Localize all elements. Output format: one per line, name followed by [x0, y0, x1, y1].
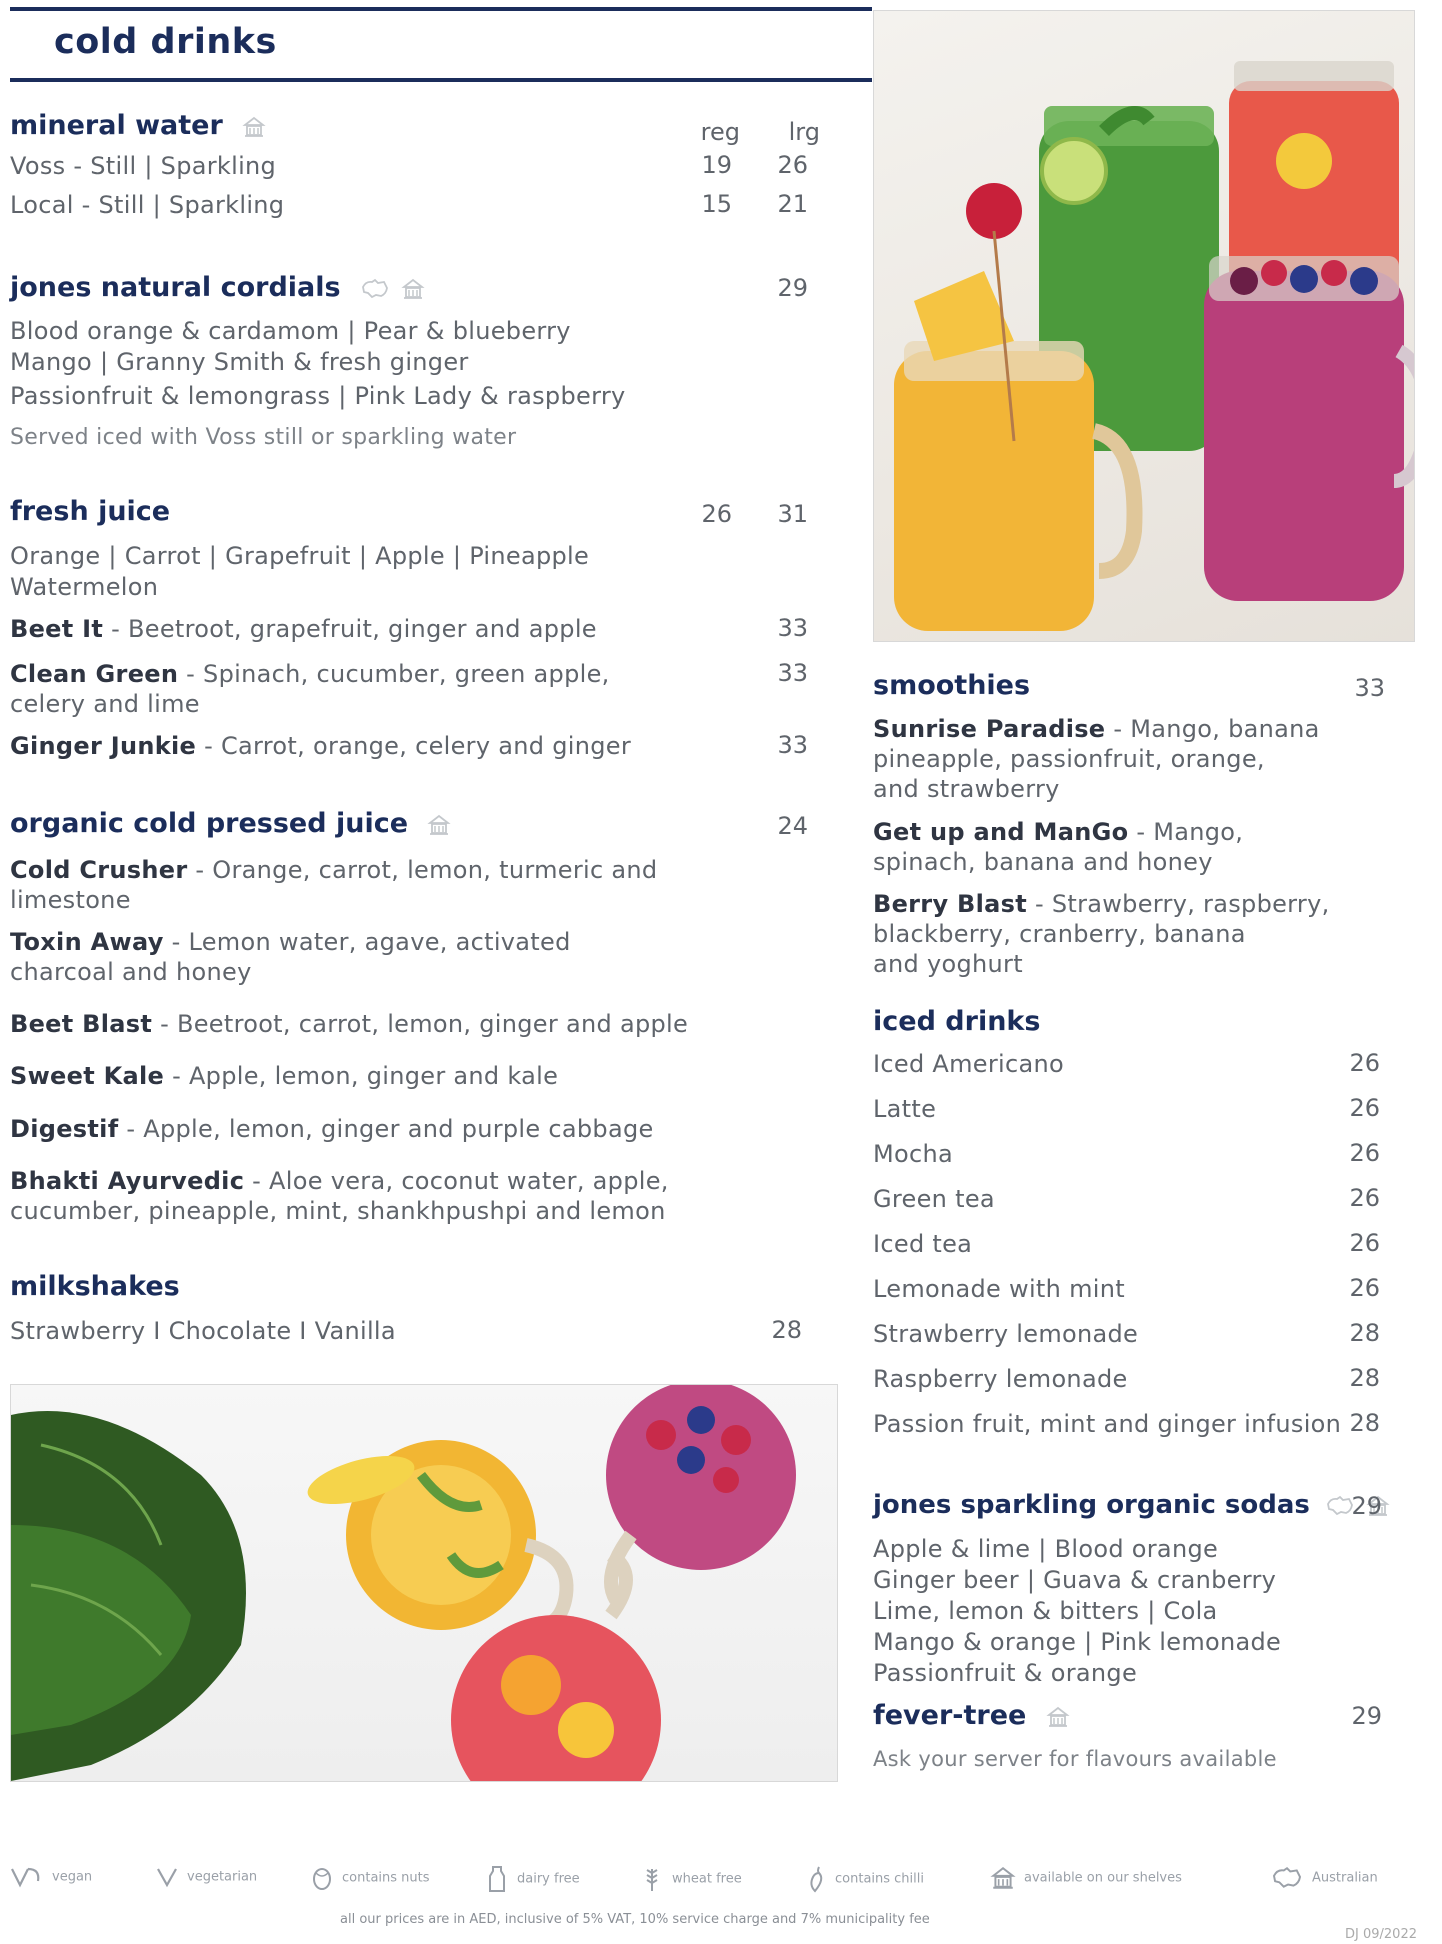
menu-line: Apple & lime | Blood orange	[873, 1535, 1219, 1563]
menu-item-name: Local - Still | Sparkling	[10, 191, 285, 219]
price: 24	[777, 812, 808, 840]
price: 26	[1349, 1274, 1380, 1302]
menu-line: Orange | Carrot | Grapefruit | Apple | Pineapple	[10, 542, 590, 570]
outlets-icon	[1046, 1705, 1070, 1729]
menu-item: Beet It - Beetroot, grapefruit, ginger and apple	[10, 615, 597, 643]
price: 26	[1349, 1094, 1380, 1122]
header-rule-top	[10, 7, 872, 11]
menu-line: Blood orange & cardamom | Pear & blueberry	[10, 317, 571, 345]
menu-item-desc: blackberry, cranberry, banana	[873, 920, 1246, 948]
outlets-icon	[427, 813, 451, 837]
price: 29	[1351, 1492, 1382, 1520]
photo-lemonade-jars	[10, 1384, 838, 1782]
menu-item-name: Iced Americano	[873, 1050, 1064, 1078]
header-rule-bottom	[10, 78, 872, 82]
section-heading-sodas: jones sparkling organic sodas	[873, 1490, 1390, 1520]
menu-note: Served iced with Voss still or sparkling water	[10, 425, 517, 450]
menu-item-desc: pineapple, passionfruit, orange,	[873, 745, 1265, 773]
menu-item: Beet Blast - Beetroot, carrot, lemon, ginger and apple	[10, 1010, 689, 1038]
section-heading-iced-drinks: iced drinks	[873, 1006, 1041, 1037]
price: 33	[777, 731, 808, 759]
price: 29	[777, 274, 808, 302]
legend-nuts: contains nuts	[310, 1865, 430, 1891]
price: 26	[1349, 1184, 1380, 1212]
menu-item-desc: limestone	[10, 886, 131, 914]
milk-bottle-icon	[485, 1865, 509, 1893]
photo-smoothie-jars	[873, 10, 1415, 642]
nut-icon	[310, 1865, 334, 1891]
menu-item-name: Voss - Still | Sparkling	[10, 152, 277, 180]
legend-dairy-free: dairy free	[485, 1865, 580, 1893]
section-heading-fresh-juice: fresh juice	[10, 496, 171, 527]
australia-map-icon	[1270, 1865, 1304, 1891]
menu-item-desc: and yoghurt	[873, 950, 1023, 978]
menu-item-name: Mocha	[873, 1140, 954, 1168]
menu-item-name: Strawberry lemonade	[873, 1320, 1139, 1348]
menu-item-desc: and strawberry	[873, 775, 1060, 803]
column-header-lrg: lrg	[788, 118, 820, 146]
menu-line: Strawberry I Chocolate I Vanilla	[10, 1317, 396, 1345]
legend-chilli: contains chilli	[805, 1865, 924, 1893]
legend-australian: Australian	[1270, 1865, 1378, 1891]
menu-item-name: Green tea	[873, 1185, 995, 1213]
wheat-icon	[640, 1865, 664, 1893]
price: 28	[1349, 1319, 1380, 1347]
menu-item: Get up and ManGo - Mango,	[873, 818, 1244, 846]
menu-item: Sunrise Paradise - Mango, banana	[873, 715, 1320, 743]
menu-item-desc: spinach, banana and honey	[873, 848, 1213, 876]
menu-item-name: Iced tea	[873, 1230, 973, 1258]
section-heading-mineral-water: mineral water	[10, 110, 266, 141]
menu-item: Bhakti Ayurvedic - Aloe vera, coconut water, apple,	[10, 1167, 669, 1195]
legend-vegetarian: vegetarian	[155, 1865, 257, 1889]
menu-line: Lime, lemon & bitters | Cola	[873, 1597, 1218, 1625]
menu-code: DJ 09/2022	[1345, 1927, 1417, 1942]
menu-item-name: Latte	[873, 1095, 937, 1123]
outlets-icon	[242, 115, 266, 139]
section-heading-cold-pressed: organic cold pressed juice	[10, 808, 451, 839]
outlets-icon	[401, 277, 425, 301]
menu-line: Passionfruit & orange	[873, 1659, 1138, 1687]
menu-item-name: Lemonade with mint	[873, 1275, 1125, 1303]
page-title: cold drinks	[54, 22, 277, 62]
price: 33	[1354, 674, 1385, 702]
menu-item-desc: charcoal and honey	[10, 958, 252, 986]
price: 26	[1349, 1229, 1380, 1257]
price: 28	[1349, 1409, 1380, 1437]
price-reg: 19	[701, 151, 732, 179]
price-reg: 26	[701, 500, 732, 528]
vegan-icon	[10, 1865, 44, 1889]
price: 26	[1349, 1139, 1380, 1167]
price: 33	[777, 659, 808, 687]
menu-line: Passionfruit & lemongrass | Pink Lady & raspberry	[10, 382, 626, 410]
menu-line: Watermelon	[10, 573, 159, 601]
menu-item: Toxin Away - Lemon water, agave, activated	[10, 928, 571, 956]
price: 26	[1349, 1049, 1380, 1077]
menu-note: Ask your server for flavours available	[873, 1747, 1277, 1771]
vegetarian-icon	[155, 1865, 179, 1889]
price-lrg: 26	[777, 151, 808, 179]
price-lrg: 31	[777, 500, 808, 528]
menu-line: Ginger beer | Guava & cranberry	[873, 1566, 1277, 1594]
menu-item: Berry Blast - Strawberry, raspberry,	[873, 890, 1330, 918]
australian-icon	[360, 277, 390, 301]
menu-item-name: Passion fruit, mint and ginger infusion	[873, 1410, 1342, 1438]
price: 33	[777, 614, 808, 642]
price: 28	[1349, 1364, 1380, 1392]
menu-item-desc: celery and lime	[10, 690, 200, 718]
dietary-legend	[10, 1865, 1430, 1905]
column-header-reg: reg	[700, 118, 740, 146]
price: 29	[1351, 1702, 1382, 1730]
menu-item: Sweet Kale - Apple, lemon, ginger and kale	[10, 1062, 559, 1090]
outlets-icon	[990, 1865, 1016, 1891]
menu-item: Ginger Junkie - Carrot, orange, celery and ginger	[10, 732, 632, 760]
legend-outlets: available on our shelves	[990, 1865, 1182, 1891]
price-footnote: all our prices are in AED, inclusive of 5% VAT, 10% service charge and 7% municipality fee	[340, 1912, 930, 1927]
menu-item: Cold Crusher - Orange, carrot, lemon, turmeric and	[10, 856, 658, 884]
section-heading-fever-tree: fever-tree	[873, 1700, 1070, 1731]
price-reg: 15	[701, 190, 732, 218]
section-heading-milkshakes: milkshakes	[10, 1271, 180, 1302]
section-heading-cordials: jones natural cordials	[10, 272, 425, 303]
price-lrg: 21	[777, 190, 808, 218]
menu-item: Clean Green - Spinach, cucumber, green apple,	[10, 660, 610, 688]
chilli-icon	[805, 1865, 827, 1893]
price: 28	[771, 1316, 802, 1344]
menu-line: Mango | Granny Smith & fresh ginger	[10, 348, 469, 376]
legend-wheat-free: wheat free	[640, 1865, 742, 1893]
menu-line: Mango & orange | Pink lemonade	[873, 1628, 1282, 1656]
legend-vegan: vegan	[10, 1865, 92, 1889]
menu-item: Digestif - Apple, lemon, ginger and purple cabbage	[10, 1115, 654, 1143]
section-heading-smoothies: smoothies	[873, 670, 1031, 701]
menu-item-name: Raspberry lemonade	[873, 1365, 1128, 1393]
menu-item-desc: cucumber, pineapple, mint, shankhpushpi and lemon	[10, 1197, 666, 1225]
